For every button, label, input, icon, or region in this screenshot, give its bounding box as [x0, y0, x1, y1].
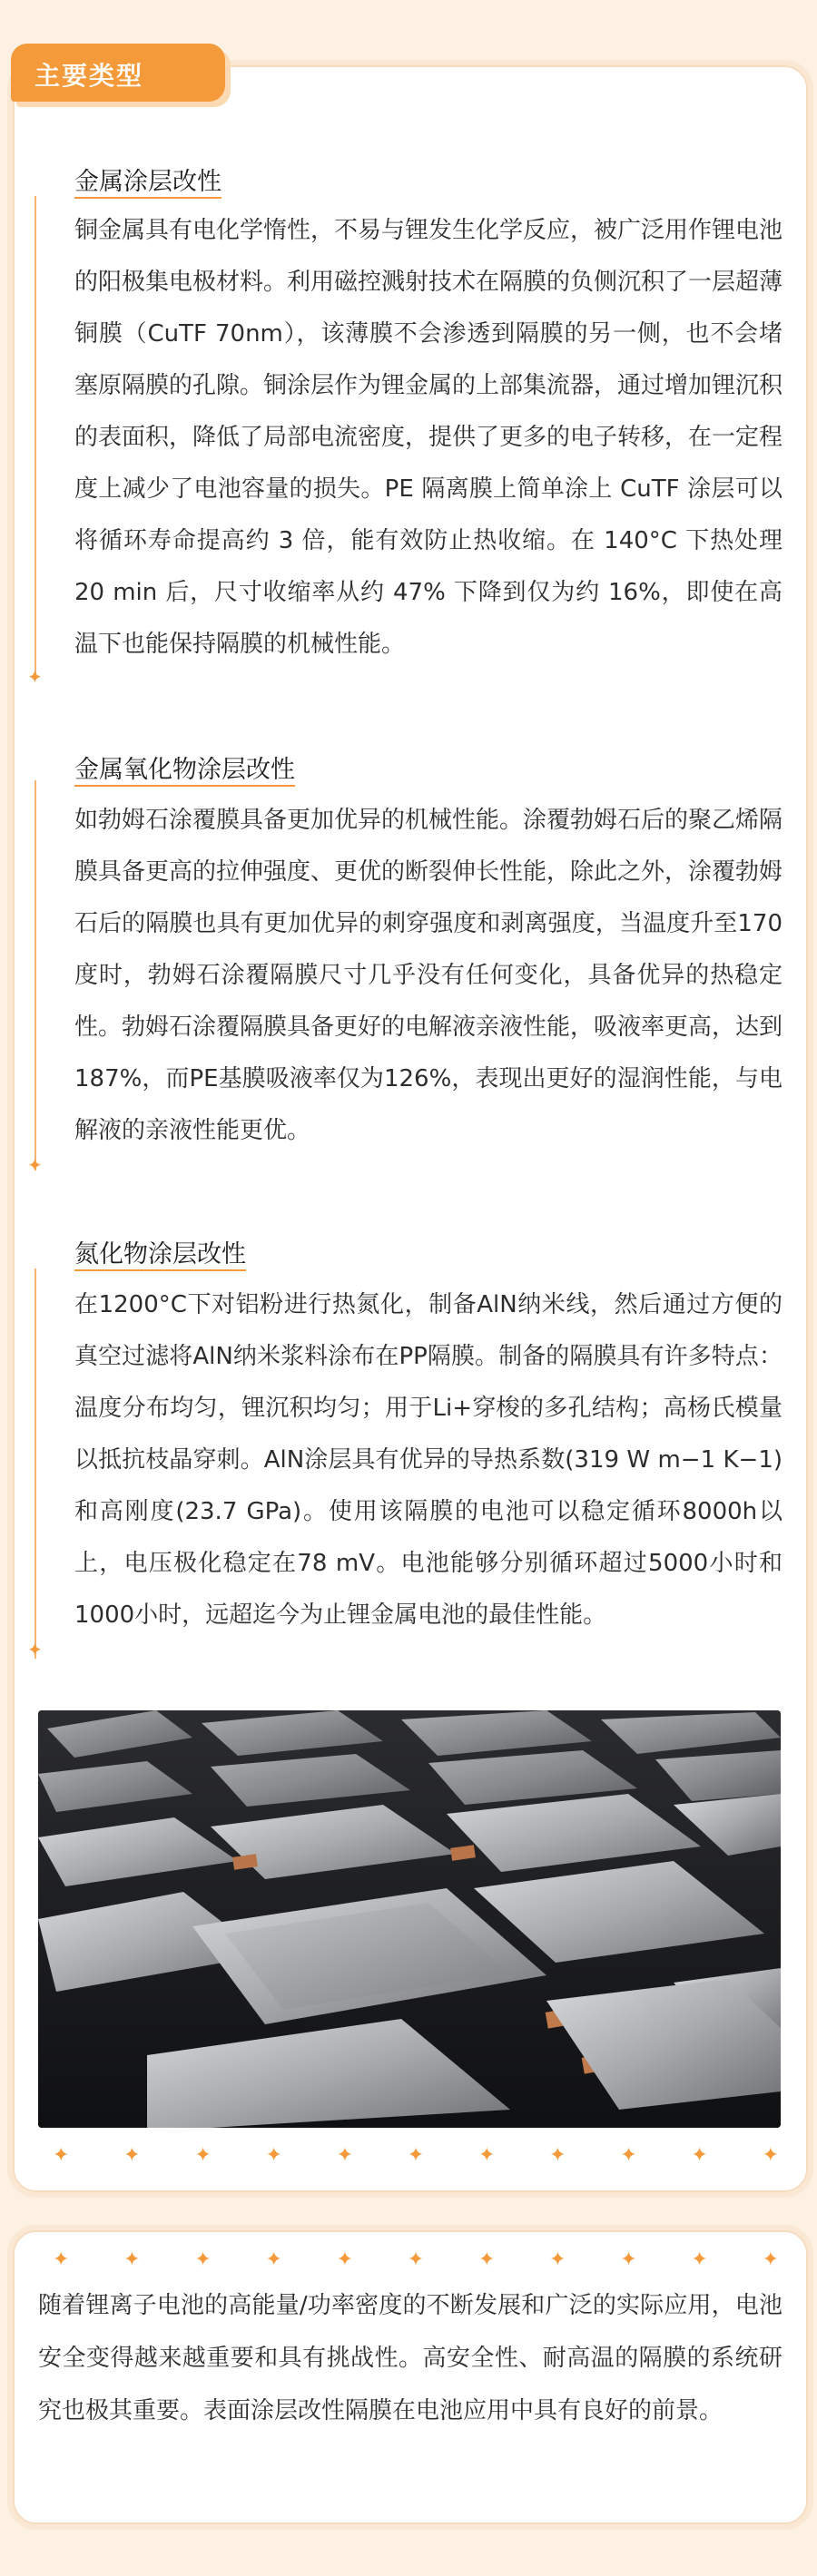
star-icon: ✦ — [123, 2248, 141, 2271]
section-number-2: 2 — [20, 749, 51, 780]
star-icon: ✦ — [691, 2144, 708, 2167]
star-icon: ✦ — [336, 2144, 354, 2167]
star-icon: ✦ — [53, 2248, 70, 2271]
header-tag-label: 主要类型 — [34, 61, 144, 91]
star-icon: ✦ — [620, 2144, 637, 2167]
conclusion-text: 随着锂离子电池的高能量/功率密度的不断发展和广泛的实际应用，电池安全变得越来越重要和具有挑战性。高安全性、耐高温的隔膜的系统研究也极其重要。表面涂层改性隔膜在电池应用中具有良好的前景。 — [38, 2292, 783, 2424]
star-icon: ✦ — [477, 2144, 496, 2167]
section-title-2: 金属氧化物涂层改性 — [74, 756, 295, 784]
star-icon: ✦ — [691, 2248, 708, 2271]
timeline-end-star-icon: ✦ — [27, 666, 43, 688]
timeline-end-star-icon: ✦ — [27, 1639, 43, 1660]
star-icon: ✦ — [549, 2144, 566, 2167]
timeline-end-star-icon: ✦ — [27, 1154, 43, 1176]
star-icon: ✦ — [407, 2248, 425, 2271]
star-icon: ✦ — [53, 2144, 70, 2167]
star-icon: ✦ — [549, 2248, 566, 2271]
battery-cells-illustration — [38, 1710, 781, 2128]
timeline-line-1 — [34, 196, 36, 679]
section-number-1: 1 — [20, 162, 51, 192]
section-body-3: 在1200°C下对铝粉进行热氮化，制备AlN纳米线，然后通过方便的真空过滤将AlN纳米浆料涂布在PP隔膜。制备的隔膜具有许多特点：温度分布均匀，锂沉积均匀；用于Li+穿梭的多孔结构；高杨氏模量以抵抗枝晶穿刺。AlN涂层具有优异的导热系数(319 W m−1 K−1)和高刚度(23.7 GPa)。使用该隔膜的电池可以稳定循环8000h以上，电压极化稳定在78 mV。电池能够分别循环超过5000小时和1000小时，远超迄今为止锂金属电池的最佳性能。 — [74, 1291, 783, 1629]
star-icon: ✦ — [336, 2248, 354, 2271]
section-title-3: 氮化物涂层改性 — [74, 1240, 246, 1268]
section-title-1: 金属涂层改性 — [74, 168, 221, 196]
decorative-star-row — [53, 2248, 779, 2271]
star-icon: ✦ — [265, 2248, 282, 2271]
section-body-2: 如勃姆石涂覆膜具备更加优异的机械性能。涂覆勃姆石后的聚乙烯隔膜具备更高的拉伸强度、更优的断裂伸长性能，除此之外，涂覆勃姆石后的隔膜也具有更加优异的刺穿强度和剥离强度，当温度升至170度时，勃姆石涂覆隔膜尺寸几乎没有任何变化，具备优异的热稳定性。勃姆石涂覆隔膜具备更好的电解液亲液性能，吸液率更高，达到187%，而PE基膜吸液率仅为126%，表现出更好的湿润性能，与电解液的亲液性能更优。 — [74, 807, 783, 1144]
star-icon: ✦ — [194, 2144, 212, 2167]
star-icon: ✦ — [762, 2144, 779, 2167]
timeline-line-2 — [34, 780, 36, 1170]
star-icon: ✦ — [194, 2248, 212, 2271]
timeline-line-3 — [34, 1268, 36, 1659]
section-body-1: 铜金属具有电化学惰性，不易与锂发生化学反应，被广泛用作锂电池的阳极集电极材料。利用磁控溅射技术在隔膜的负侧沉积了一层超薄铜膜（CuTF 70nm），该薄膜不会渗透到隔膜的另一侧，也不会堵塞原隔膜的孔隙。铜涂层作为锂金属的上部集流器，通过增加锂沉积的表面积，降低了局部电流密度，提供了更多的电子转移，在一定程度上减少了电池容量的损失。PE 隔离膜上简单涂上 CuTF 涂层可以将循环寿命提高约 3 倍，能有效防止热收缩。在 140°C 下热处理 20 min 后，尺寸收缩率从约 47% 下降到仅为约 16%，即使在高温下也能保持隔膜的机械性能。 — [74, 217, 783, 658]
star-icon: ✦ — [620, 2248, 637, 2271]
star-icon: ✦ — [123, 2144, 141, 2167]
section-number-3: 3 — [20, 1234, 51, 1265]
star-icon: ✦ — [407, 2144, 425, 2167]
star-icon: ✦ — [762, 2248, 779, 2271]
battery-cells-photo — [38, 1710, 781, 2128]
star-icon: ✦ — [265, 2144, 282, 2167]
decorative-star-row — [53, 2144, 779, 2167]
star-icon: ✦ — [477, 2248, 496, 2271]
